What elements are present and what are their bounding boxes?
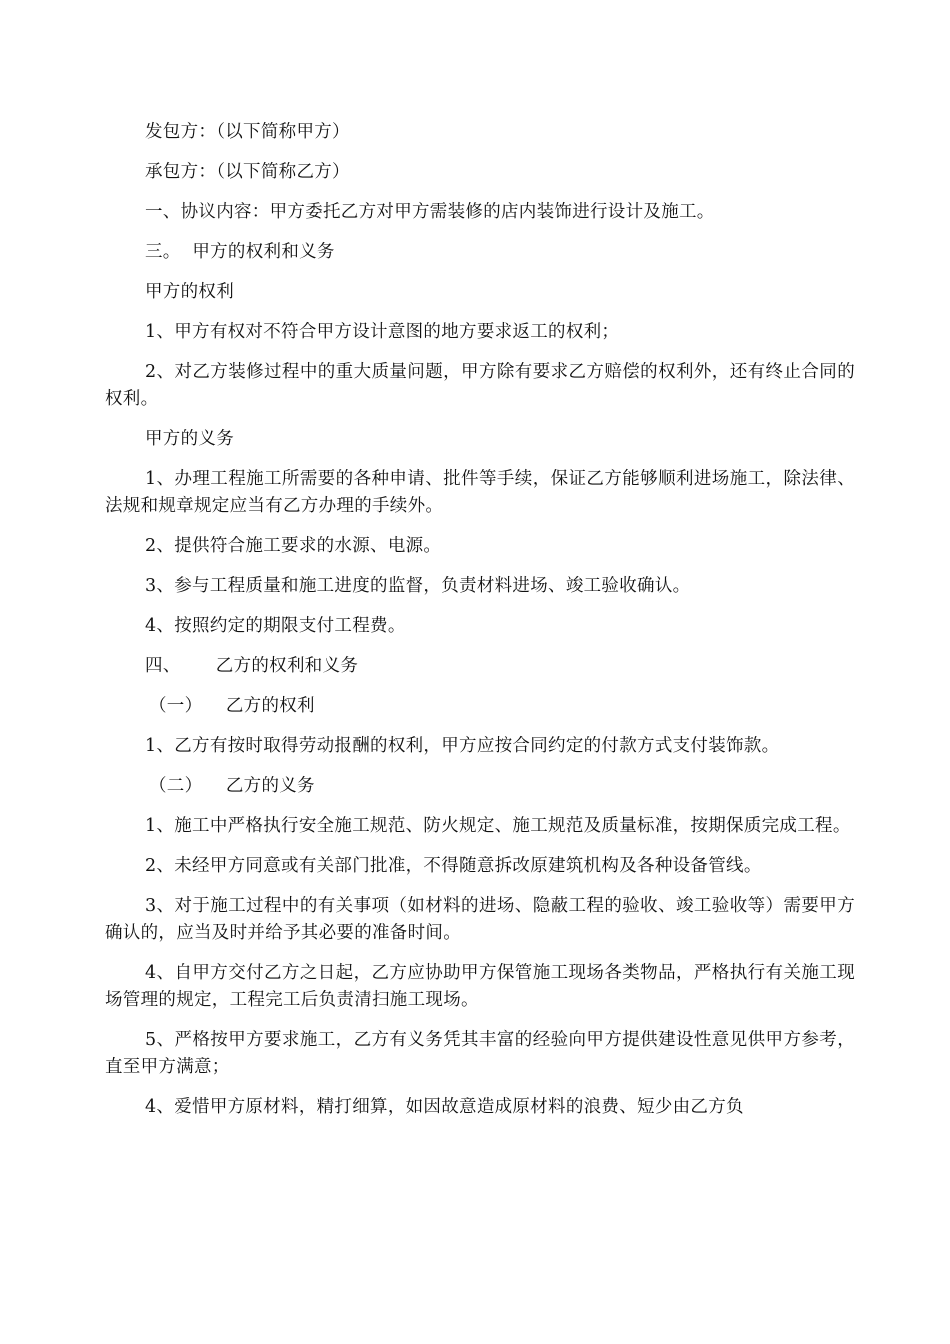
heading-party-b-rights-obligations: 四、 乙方的权利和义务 [145, 656, 359, 676]
paragraph-party-a-right-1: 1、甲方有权对不符合甲方设计意图的地方要求返工的权利； [145, 322, 620, 342]
paragraph-party-a-obligation-2: 2、提供符合施工要求的水源、电源。 [145, 536, 442, 556]
subheading-party-b-obligations: （二） 乙方的义务 [149, 776, 315, 796]
paragraph-party-a-right-2: 2、对乙方装修过程中的重大质量问题，甲方除有要求乙方赔偿的权利外，还有终止合同的权利。 [105, 362, 855, 409]
paragraph-party-b-obligation-2: 2、未经甲方同意或有关部门批准，不得随意拆改原建筑机构及各种设备管线。 [145, 856, 762, 876]
subheading-party-a-obligations: 甲方的义务 [145, 429, 234, 449]
paragraph-party-b-obligation-4: 4、自甲方交付乙方之日起，乙方应协助甲方保管施工现场各类物品，严格执行有关施工现场管理的规定，工程完工后负责清扫施工现场。 [105, 963, 855, 1010]
paragraph-party-a-obligation-1: 1、办理工程施工所需要的各种申请、批件等手续，保证乙方能够顺利进场施工，除法律、法规和规章规定应当有乙方办理的手续外。 [105, 469, 855, 516]
paragraph-party-b-obligation-5: 5、严格按甲方要求施工，乙方有义务凭其丰富的经验向甲方提供建设性意见供甲方参考，直至甲方满意； [105, 1030, 855, 1077]
paragraph-party-b-obligation-3: 3、对于施工过程中的有关事项（如材料的进场、隐蔽工程的验收、竣工验收等）需要甲方确认的，应当及时并给予其必要的准备时间。 [105, 896, 855, 943]
subheading-party-a-rights: 甲方的权利 [145, 282, 234, 302]
document-body [105, 119, 855, 1134]
heading-party-a-rights-obligations: 三。 甲方的权利和义务 [145, 242, 335, 262]
paragraph-party-b: 承包方：（以下简称乙方） [145, 162, 350, 182]
paragraph-party-b-right-1: 1、乙方有按时取得劳动报酬的权利，甲方应按合同约定的付款方式支付装饰款。 [145, 736, 780, 756]
paragraph-party-b-obligation-1: 1、施工中严格执行安全施工规范、防火规定、施工规范及质量标准，按期保质完成工程。 [145, 816, 851, 836]
paragraph-party-a: 发包方：（以下简称甲方） [145, 122, 350, 142]
paragraph-party-b-obligation-6: 4、爱惜甲方原材料，精打细算，如因故意造成原材料的浪费、短少由乙方负 [145, 1097, 744, 1117]
subheading-party-b-rights: （一） 乙方的权利 [149, 696, 315, 716]
paragraph-party-a-obligation-4: 4、按照约定的期限支付工程费。 [145, 616, 406, 636]
paragraph-agreement-content: 一、协议内容：甲方委托乙方对甲方需装修的店内装饰进行设计及施工。 [145, 202, 715, 222]
paragraph-party-a-obligation-3: 3、参与工程质量和施工进度的监督，负责材料进场、竣工验收确认。 [145, 576, 691, 596]
